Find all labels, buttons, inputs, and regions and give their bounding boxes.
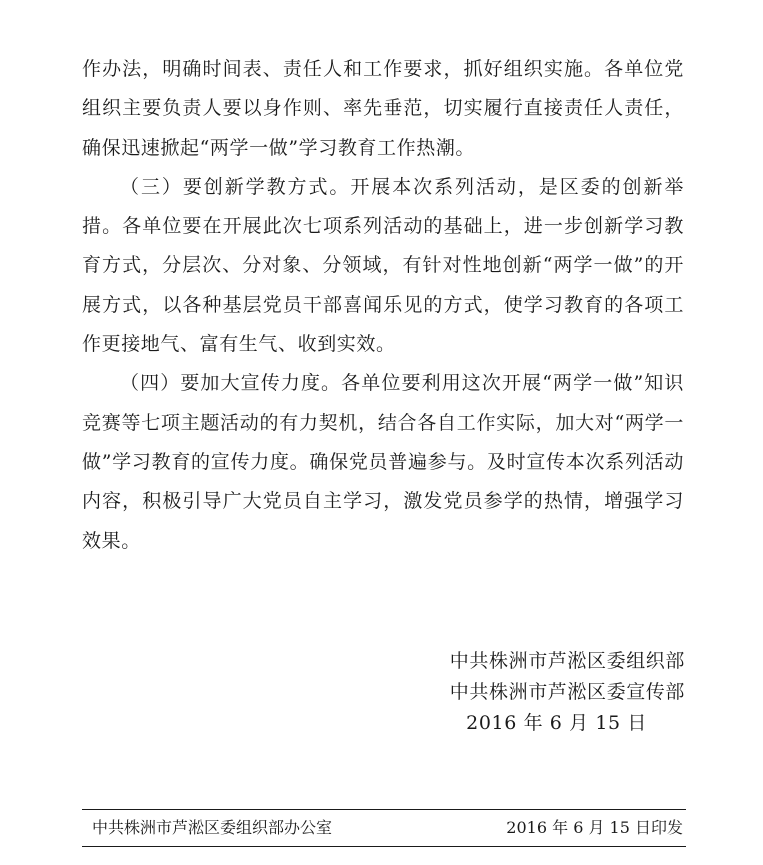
signature-date: 2016 年 6 月 15 日: [466, 712, 647, 734]
footer-issuer: 中共株洲市芦淞区委组织部办公室: [92, 818, 333, 837]
footer-bottom-rule: [82, 846, 686, 847]
signature-block: [450, 646, 685, 739]
footer-top-rule: [82, 809, 686, 810]
paragraph-continuation: 作办法，明确时间表、责任人和工作要求，抓好组织实施。各单位党组织主要负责人要以身作则、率先垂范，切实履行直接责任人责任，确保迅速掀起“两学一做”学习教育工作热潮。: [82, 58, 684, 159]
document-body: [82, 50, 684, 561]
paragraph-section-3: （三）要创新学教方式。开展本次系列活动，是区委的创新举措。各单位要在开展此次七项系列活动的基础上，进一步创新学习教育方式，分层次、分对象、分领域，有针对性地创新“两学一做”的开展方式，以各种基层党员干部喜闻乐见的方式，使学习教育的各项工作更接地气、富有生气、收到实效。: [82, 175, 684, 356]
signature-org-publicity-dept: 中共株洲市芦淞区委宣传部: [449, 681, 685, 703]
signature-org-organization-dept: 中共株洲市芦淞区委组织部: [449, 650, 685, 672]
paragraph-section-4: （四）要加大宣传力度。各单位要利用这次开展“两学一做”知识竞赛等七项主题活动的有力契机，结合各自工作实际，加大对“两学一做”学习教育的宣传力度。确保党员普遍参与。及时宣传本次系列活动内容，积极引导广大党员自主学习，激发党员参学的热情，增强学习效果。: [82, 372, 684, 552]
footer-issue-date: 2016 年 6 月 15 日印发: [506, 818, 683, 837]
